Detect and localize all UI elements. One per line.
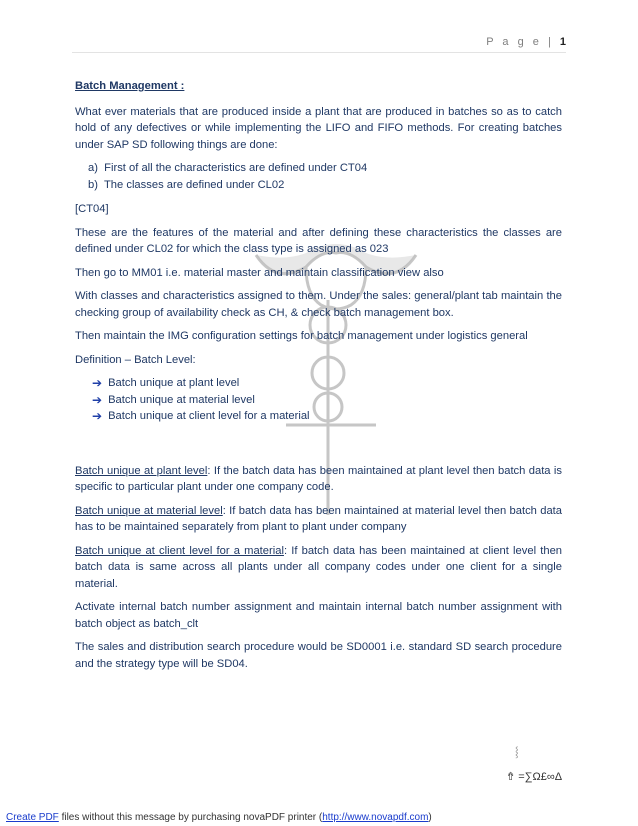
classes-paragraph: With classes and characteristics assigned to them. Under the sales: general/plant tab maintain the checking group of availability check as CH, & check batch management box. bbox=[75, 290, 562, 319]
material-level-definition: Batch unique at material level: If batch data has been maintained at material level then batch data has to be maintained separately from plant to plant under company bbox=[75, 504, 563, 533]
arrow-right-icon: ➔ bbox=[92, 376, 103, 390]
sales-paragraph: The sales and distribution search procedure would be SD0001 i.e. standard SD search procedure and the strategy type will be SD04. bbox=[75, 641, 562, 670]
term-client-level: Batch unique at client level for a material bbox=[75, 544, 284, 557]
list-item: a) First of all the characteristics are defined under CT04 bbox=[88, 162, 368, 174]
activate-paragraph: Activate internal batch number assignment and maintain internal batch number assignment with batch object as batch_clt bbox=[75, 601, 562, 630]
arrow-right-icon: ➔ bbox=[92, 409, 103, 423]
steps-list bbox=[75, 160, 562, 193]
term-material-level: Batch unique at material level bbox=[75, 504, 223, 517]
plant-level-definition: Batch unique at plant level: If the batch data has been maintained at plant level then batch data is specific to particular plant under one company code. bbox=[75, 464, 562, 493]
header-divider bbox=[72, 52, 566, 53]
list-item: ➔ Batch unique at client level for a material bbox=[92, 409, 310, 423]
pdf-footer: Create PDF files without this message by purchasing novaPDF printer (http://www.novapdf.com) bbox=[6, 812, 432, 823]
create-pdf-link[interactable]: Create PDF bbox=[6, 812, 59, 823]
list-item: b) The classes are defined under CL02 bbox=[88, 178, 285, 191]
arrow-right-icon: ➔ bbox=[92, 392, 103, 407]
page-header bbox=[486, 36, 566, 48]
section-heading: Batch Management : bbox=[75, 80, 185, 92]
novapdf-link[interactable]: http://www.novapdf.com bbox=[322, 812, 429, 823]
list-item: ➔ Batch unique at plant level bbox=[92, 376, 240, 390]
page-number: 1 bbox=[559, 36, 566, 48]
definition-label: Definition – Batch Level: bbox=[75, 353, 196, 366]
batch-level-list bbox=[75, 375, 562, 425]
ct04-label: [CT04] bbox=[75, 203, 109, 215]
intro-paragraph: What ever materials that are produced inside a plant that are produced in batches so as to catch hold of any defectives or while implementing the LIFO and FIFO methods. For creating batches under SAP SD following things are done: bbox=[75, 105, 562, 151]
features-paragraph: These are the features of the material and after defining these characteristics the classes are defined under CL02 for which the class type is assigned as 023 bbox=[75, 226, 562, 255]
term-plant-level: Batch unique at plant level bbox=[75, 464, 208, 477]
spinner-icon: ⸾ bbox=[515, 747, 519, 758]
symbol-line: ⇮ =∑Ω£∞Δ bbox=[506, 771, 563, 783]
client-level-definition: Batch unique at client level for a material: If batch data has been maintained at client level then batch data is same across all plants under all company codes under one client for a single material. bbox=[75, 544, 563, 590]
document-body bbox=[75, 78, 562, 679]
img-paragraph: Then maintain the IMG configuration settings for batch management under logistics general bbox=[75, 330, 528, 342]
list-item: ➔ Batch unique at material level bbox=[92, 392, 255, 407]
mm01-paragraph: Then go to MM01 i.e. material master and maintain classification view also bbox=[75, 266, 444, 279]
page-label: P a g e | bbox=[486, 36, 554, 48]
